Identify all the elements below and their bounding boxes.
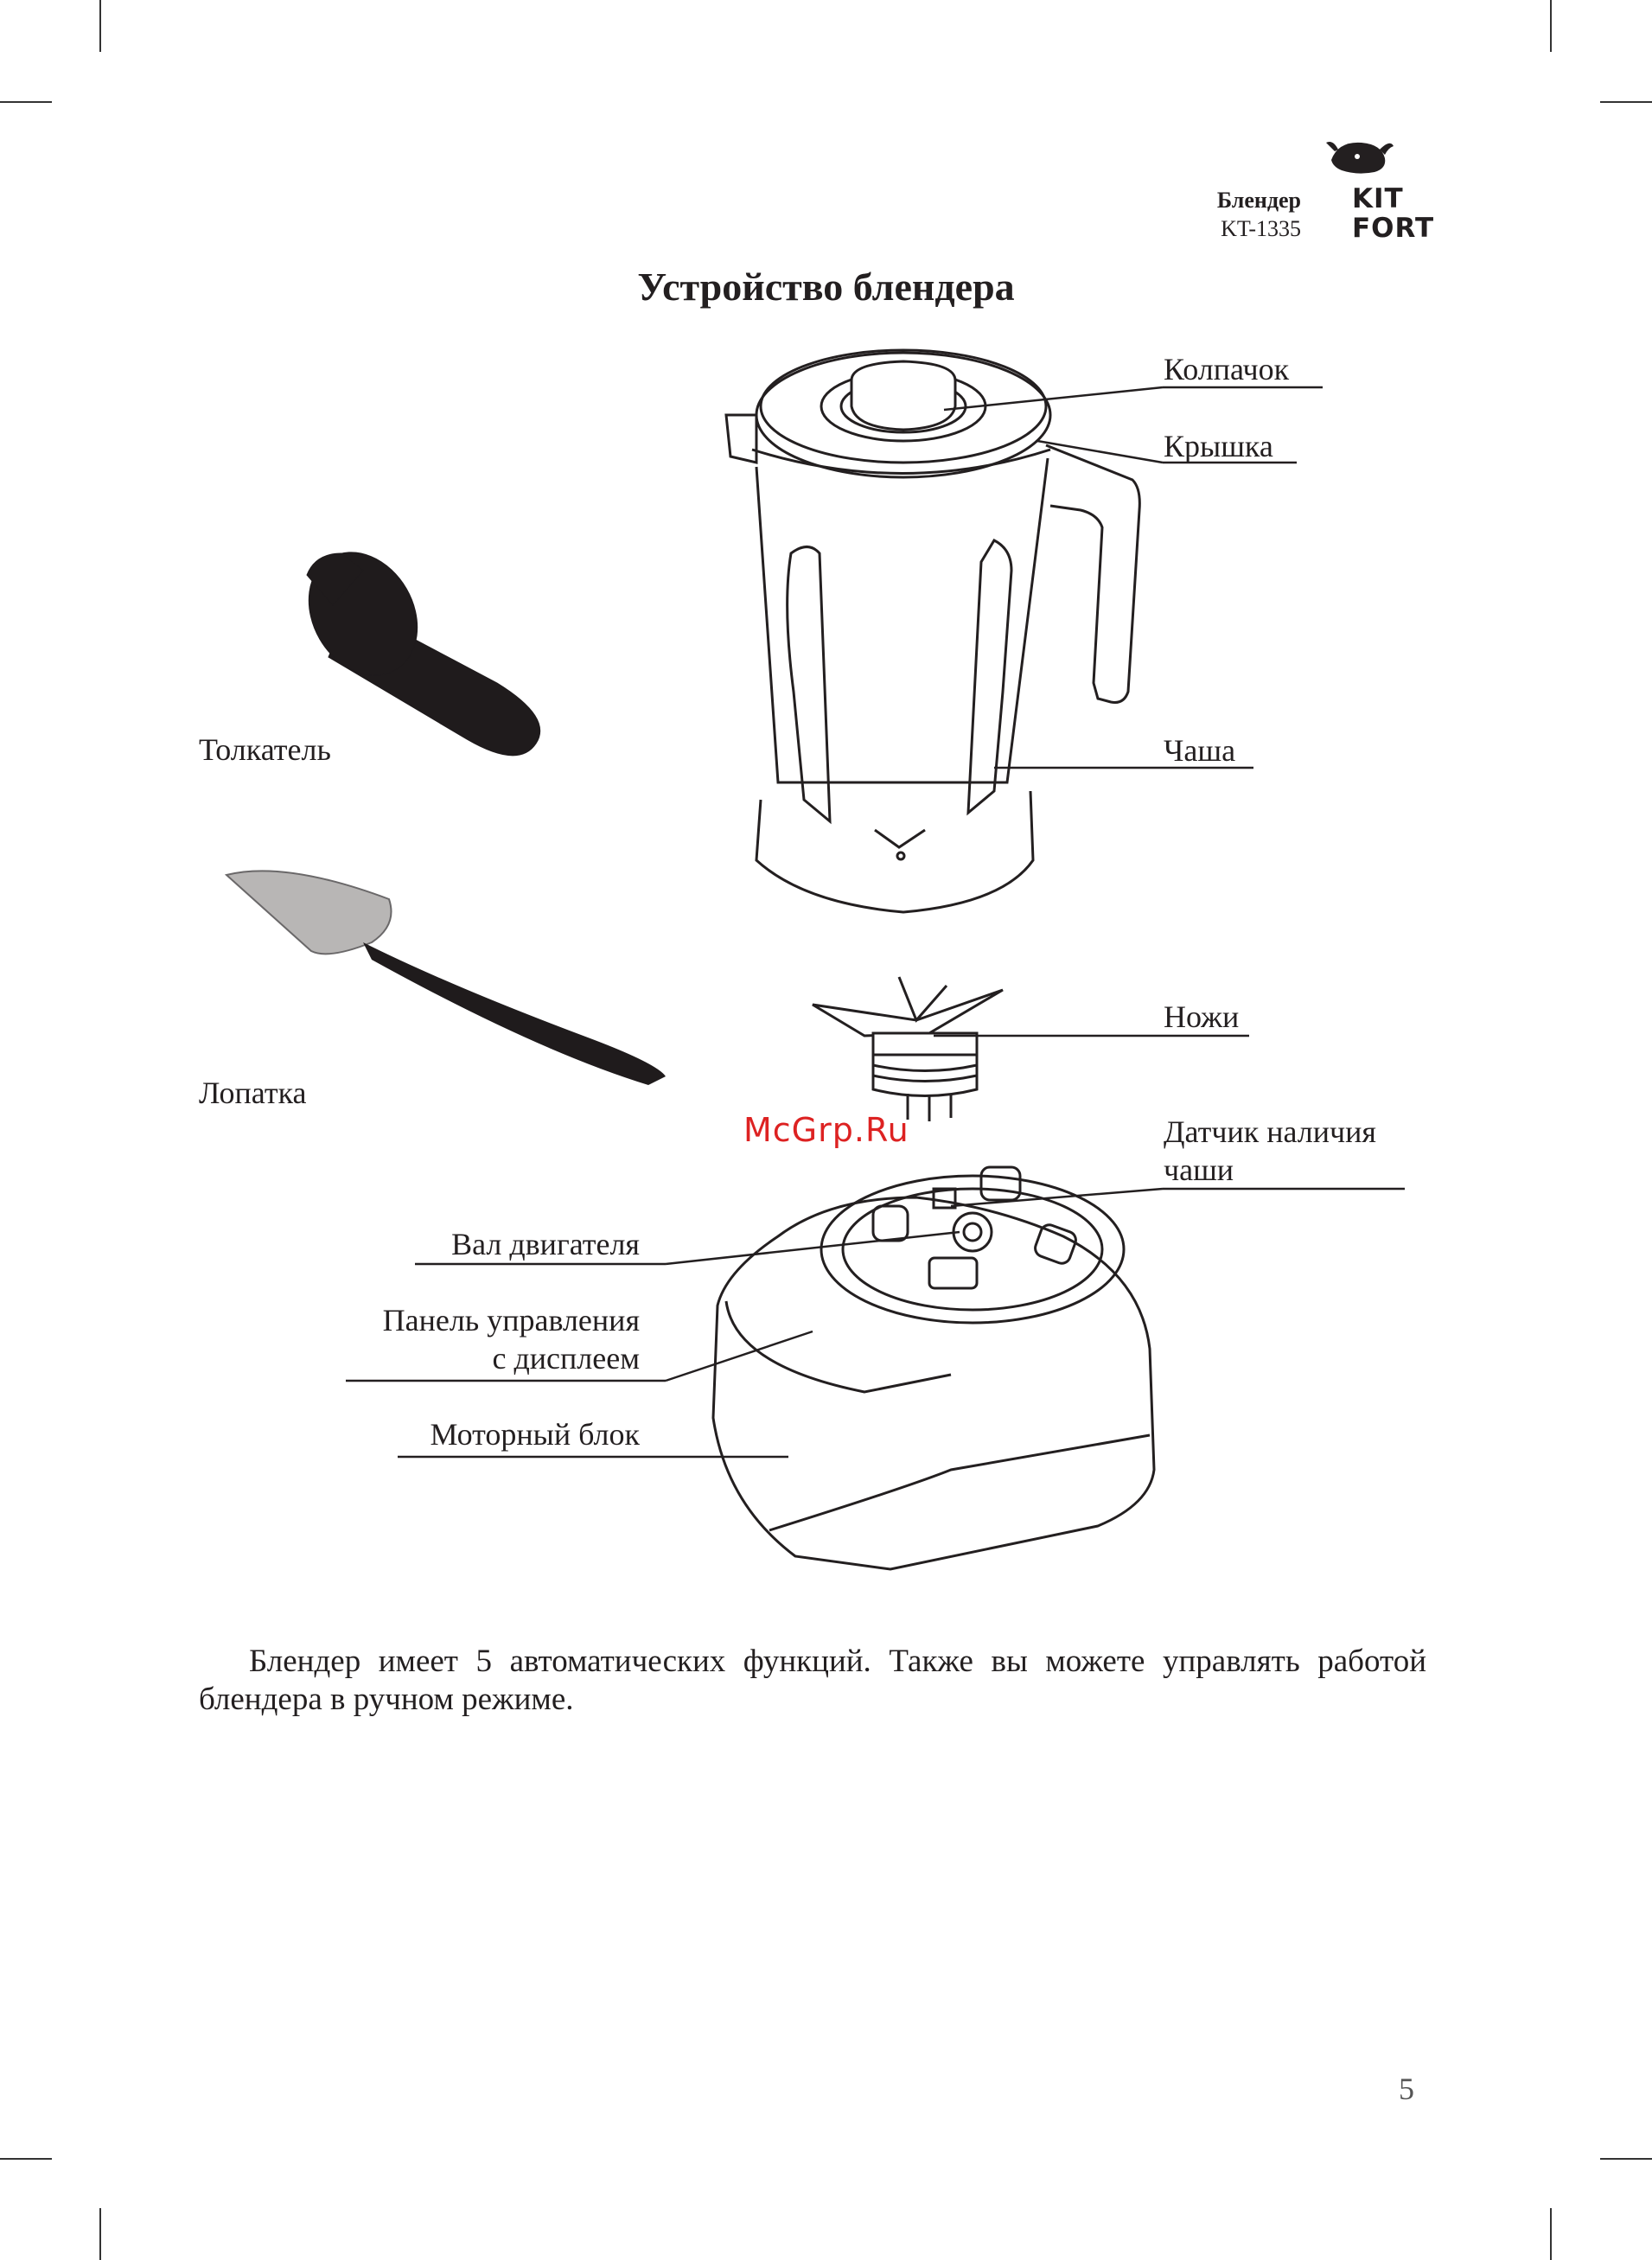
page-title: Устройство блендера — [637, 265, 1015, 309]
label-jar-sensor-line2: чаши — [1164, 1152, 1234, 1187]
header-product: Блендер — [1216, 188, 1301, 213]
blade-assembly-illustration — [813, 977, 1003, 1121]
label-cap: Колпачок — [1164, 352, 1290, 386]
header-model: KT-1335 — [1221, 216, 1301, 241]
logo-text-kit: KIT — [1352, 183, 1404, 214]
label-jar: Чаша — [1164, 733, 1236, 768]
label-control-panel-line2: с дисплеем — [492, 1341, 640, 1376]
label-control-panel-line1: Панель управления — [382, 1303, 640, 1337]
blender-jar-illustration — [726, 350, 1139, 912]
pusher-illustration — [287, 533, 539, 756]
watermark: McGrp.Ru — [743, 1111, 909, 1149]
label-pusher: Толкатель — [199, 732, 331, 767]
label-motor-shaft: Вал двигателя — [451, 1227, 640, 1261]
body-paragraph: Блендер имеет 5 автоматических функций. Также вы можете управлять работой блендера в ручном режиме. — [199, 1644, 1426, 1717]
motor-base-illustration — [713, 1167, 1154, 1569]
spatula-illustration — [226, 871, 666, 1085]
label-control-panel — [311, 1301, 640, 1377]
leader-lines — [346, 387, 1405, 1457]
page-number: 5 — [1399, 2072, 1414, 2106]
logo-text-fort: FORT — [1352, 213, 1435, 244]
label-jar-sensor-line1: Датчик наличия — [1164, 1114, 1376, 1149]
label-blades: Ножи — [1164, 999, 1240, 1034]
label-jar-sensor — [1164, 1113, 1376, 1189]
label-motor-unit: Моторный блок — [430, 1417, 640, 1452]
label-lid: Крышка — [1164, 429, 1273, 463]
label-spatula: Лопатка — [199, 1076, 307, 1110]
